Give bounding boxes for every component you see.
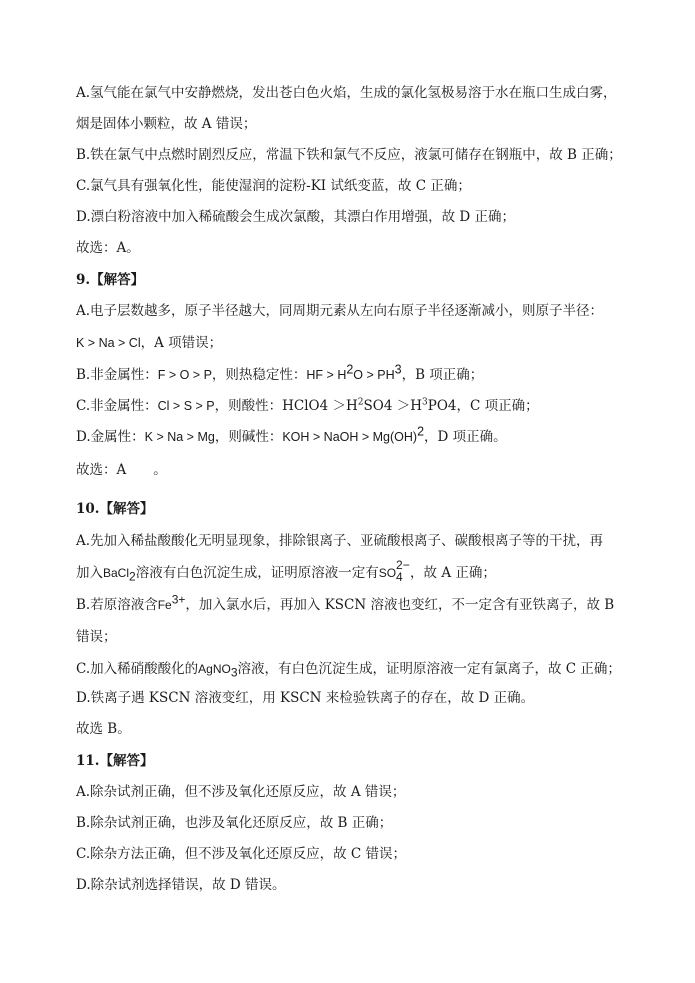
q9-c-formula-2: SO4 ＞H bbox=[363, 398, 422, 414]
q10-b-ion: Fe bbox=[157, 598, 172, 612]
q10-option-b-line1 bbox=[76, 592, 615, 614]
q10-b-pre: B.若原溶液含 bbox=[76, 597, 158, 613]
q10-a-reagent: BaCl bbox=[103, 566, 130, 580]
q9-c-pre: C.非金属性： bbox=[76, 398, 158, 414]
q8-option-c: C.氯气具有强氧化性，能使湿润的淀粉-KI 试纸变蓝，故 C 正确； bbox=[76, 178, 471, 194]
q9-b-order: F > O > P bbox=[157, 368, 212, 382]
q9-b-formula-1: HF > H bbox=[306, 368, 347, 382]
q9-b-tail: ，B 项正确； bbox=[401, 367, 484, 383]
q9-option-b bbox=[76, 362, 484, 384]
q8-option-d: D.漂白粉溶液中加入稀硫酸会生成次氯酸，其漂白作用增强，故 D 正确； bbox=[76, 209, 516, 225]
q10-heading: 10.【解答】 bbox=[76, 501, 154, 517]
q8-answer: 故选：A。 bbox=[76, 240, 140, 256]
q10-c-tail: 溶液，有白色沉淀生成，证明原溶液一定有氯离子，故 C 正确； bbox=[237, 661, 621, 677]
q9-b-formula-1-index: 2 bbox=[346, 362, 354, 377]
q9-c-mid: ，则酸性： bbox=[214, 398, 283, 414]
q9-a-tail: ，A 项错误； bbox=[140, 335, 223, 351]
q9-d-formula-index: 2 bbox=[417, 424, 425, 439]
q10-option-b-line2: 错误； bbox=[76, 629, 117, 645]
q9-option-d bbox=[76, 424, 507, 446]
q8-option-b: B.铁在氯气中点燃时剧烈反应，常温下铁和氯气不反应，液氯可储存在钢瓶中，故 B 正确； bbox=[76, 147, 622, 163]
q11-option-c: C.除杂方法正确，但不涉及氧化还原反应，故 C 错误； bbox=[76, 846, 407, 862]
q11-heading: 11.【解答】 bbox=[76, 753, 154, 769]
q9-c-formula-3: PO4 bbox=[427, 398, 457, 414]
q9-option-c bbox=[76, 397, 539, 415]
q9-a-formula: K > Na > Cl bbox=[76, 336, 141, 350]
q10-a-pre: 加入 bbox=[76, 565, 103, 581]
q10-c-reagent: AgNO bbox=[198, 662, 231, 676]
q8-option-a-line2: 烟是固体小颗粒，故 A 错误； bbox=[76, 116, 257, 132]
q9-b-mid: ，则热稳定性： bbox=[211, 367, 307, 383]
q9-d-formula: KOH > NaOH > Mg(OH) bbox=[282, 430, 418, 444]
q9-d-mid: ，则碱性： bbox=[214, 429, 283, 445]
q11-option-b: B.除杂试剂正确，也涉及氧化还原反应，故 B 正确； bbox=[76, 815, 393, 831]
q9-b-formula-2: O > PH bbox=[353, 368, 395, 382]
q10-a-ion: SO bbox=[378, 566, 397, 580]
q9-answer: 故选：A 。 bbox=[76, 462, 167, 478]
q10-b-tail: ，加入氯水后，再加入 KSCN 溶液也变红，不一定含有亚铁离子，故 B bbox=[185, 597, 615, 613]
q10-option-a-line1: A.先加入稀盐酸酸化无明显现象，排除银离子、亚硫酸根离子、碳酸根离子等的干扰，再 bbox=[76, 533, 604, 549]
q9-d-pre: D.金属性： bbox=[76, 429, 145, 445]
q9-c-tail: ，C 项正确； bbox=[456, 398, 539, 414]
q9-c-formula-1: HClO4 ＞H bbox=[282, 398, 358, 414]
q10-option-a-line2 bbox=[76, 558, 496, 584]
q8-option-a-line1: A.氢气能在氯气中安静燃烧，发出苍白色火焰，生成的氯化氢极易溶于水在瓶口生成白雾， bbox=[76, 85, 617, 101]
q10-b-ion-charge: 3+ bbox=[171, 592, 186, 607]
q9-b-formula-2-index: 3 bbox=[394, 362, 402, 377]
q9-option-a-line2 bbox=[76, 334, 222, 352]
q10-a-reagent-subscript: 2 bbox=[129, 569, 136, 584]
q9-d-tail: ，D 项正确。 bbox=[424, 429, 507, 445]
q9-d-order: K > Na > Mg bbox=[144, 430, 215, 444]
q10-answer: 故选 B。 bbox=[76, 721, 131, 737]
q9-c-formula-2-index: 3 bbox=[422, 397, 428, 408]
q10-option-d: D.铁离子遇 KSCN 溶液变红，用 KSCN 来检验铁离子的存在，故 D 正确。 bbox=[76, 690, 535, 706]
q9-c-order: Cl > S > P bbox=[157, 399, 215, 413]
q10-option-c bbox=[76, 660, 621, 678]
q9-option-a-line1: A.电子层数越多，原子半径越大，同周期元素从左向右原子半径逐渐减小，则原子半径： bbox=[76, 303, 604, 319]
q10-a-mid: 溶液有白色沉淀生成，证明原溶液一定有 bbox=[135, 565, 379, 581]
q9-heading: 9.【解答】 bbox=[76, 272, 145, 288]
q10-c-pre: C.加入稀硝酸酸化的 bbox=[76, 661, 199, 677]
q10-a-tail: ，故 A 正确； bbox=[410, 565, 496, 581]
q10-c-reagent-subscript: 3 bbox=[230, 665, 238, 680]
q10-a-ion-scripts: 2− 4 bbox=[396, 558, 410, 584]
q9-c-formula-1-index: 2 bbox=[357, 397, 364, 408]
q11-option-d: D.除杂试剂选择错误，故 D 错误。 bbox=[76, 877, 286, 893]
q11-option-a: A.除杂试剂正确，但不涉及氧化还原反应，故 A 错误； bbox=[76, 784, 406, 800]
q9-b-pre: B.非金属性： bbox=[76, 367, 158, 383]
